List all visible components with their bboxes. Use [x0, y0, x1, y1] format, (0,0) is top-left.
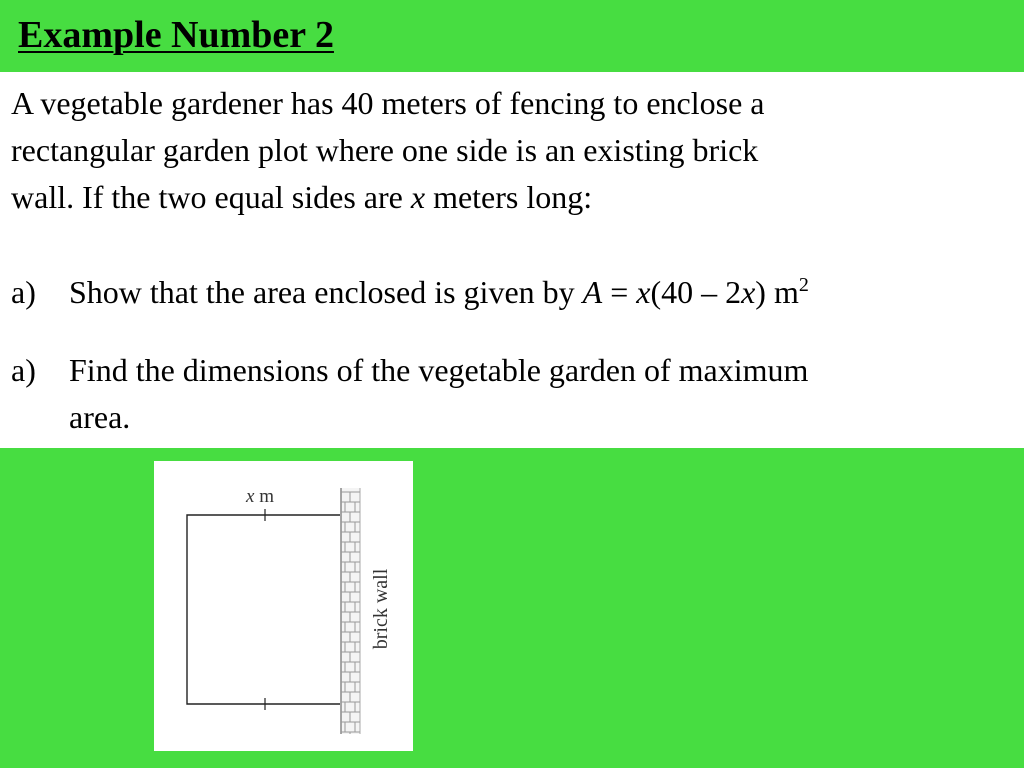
brick-wall-label: brick wall [370, 568, 392, 650]
exponent: 2 [798, 274, 809, 296]
garden-diagram [154, 461, 413, 751]
problem-statement [11, 80, 1011, 221]
title-bar [0, 0, 1024, 72]
variable-x: x [410, 179, 426, 215]
part-a-text: Show that the area enclosed is given by A = x(40 – 2x) $m^2$ [69, 274, 809, 310]
side-length-label: x m [246, 486, 274, 507]
fence-outline [187, 515, 340, 704]
problem-line-3: wall. If the two equal sides are x meters long: [11, 179, 593, 215]
content-panel [0, 72, 1024, 448]
slide-title: Example Number 2 [18, 14, 334, 56]
problem-line-2: rectangular garden plot where one side is an existing brick [11, 132, 759, 168]
part-a-marker: a) [11, 274, 36, 310]
part-b-text: Find the dimensions of the vegetable garden of maximum area. [69, 352, 809, 435]
problem-line-1: A vegetable gardener has 40 meters of fencing to enclose a [11, 85, 765, 121]
brick-wall [341, 488, 360, 734]
part-b-marker: a) [11, 352, 36, 388]
